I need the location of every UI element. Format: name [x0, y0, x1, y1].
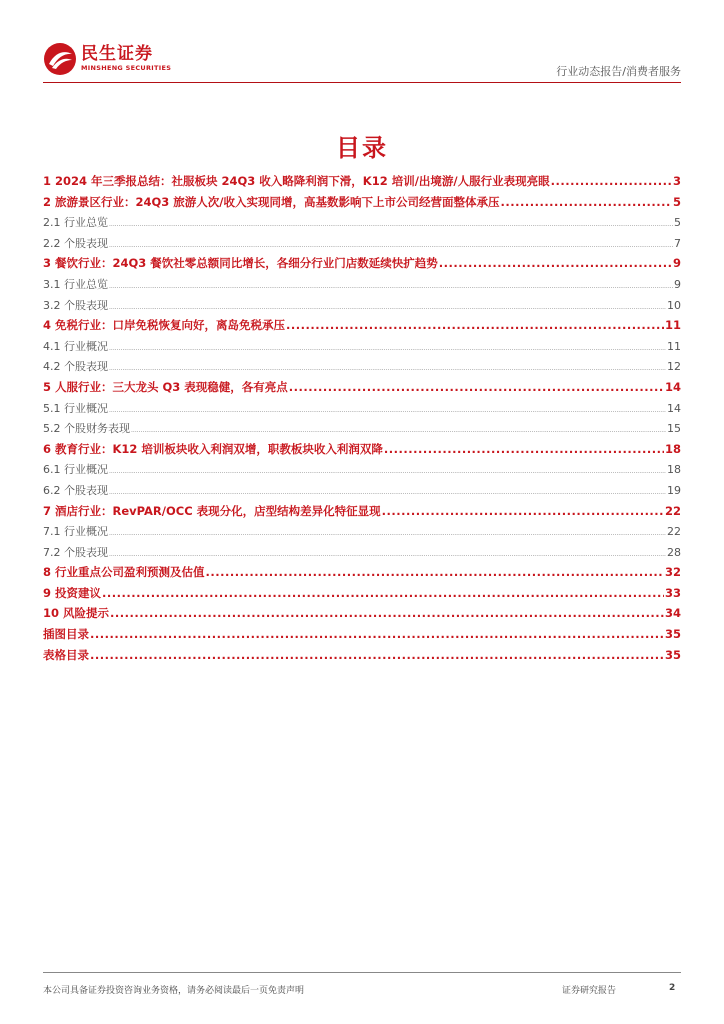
toc-entry-page: 12: [667, 360, 681, 374]
toc-entry-chapter[interactable]: [43, 194, 681, 215]
minsheng-logo-icon: [43, 42, 77, 76]
toc-leader-dots: [109, 304, 666, 311]
toc-entry-page: 11: [667, 339, 681, 353]
toc-entry-title: 2 旅游景区行业：24Q3 旅游人次/收入实现同增，高基数影响下上市公司经营面整体承压: [43, 194, 500, 209]
toc-entry-chapter[interactable]: [43, 379, 681, 400]
toc-entry-page: 10: [667, 298, 681, 312]
toc-leader-dots: [109, 489, 666, 496]
toc-entry-title: 4.1 行业概况: [43, 339, 108, 353]
toc-entry-title: 1 2024 年三季报总结：社服板块 24Q3 收入略降利润下滑，K12 培训/出境游/人服行业表现亮眼: [43, 174, 550, 188]
toc-entry-title: 4.2 个股表现: [43, 360, 108, 374]
footer-report-type: 证券研究报告: [562, 986, 617, 996]
toc-entry-title: 7.1 行业概况: [43, 525, 108, 539]
toc-entry-section[interactable]: [43, 338, 681, 359]
toc-entry-title: 表格目录: [43, 647, 89, 662]
toc-entry-title: 7 酒店行业：RevPAR/OCC 表现分化，店型结构差异化特征显现: [43, 503, 381, 518]
toc-leader-dots: [109, 530, 666, 537]
toc-entry-section[interactable]: [43, 461, 681, 482]
toc-entry-title: 3.1 行业总览: [43, 277, 108, 291]
toc-entry-page: 5: [674, 216, 681, 230]
toc-leader-dots: [102, 586, 664, 600]
toc-entry-title: 2.2 个股表现: [43, 236, 108, 250]
toc-leader-dots: [90, 648, 664, 662]
toc-leader-dots: [109, 242, 673, 249]
toc-leader-dots: [109, 468, 666, 475]
toc-entry-title: 5 人服行业：三大龙头 Q3 表现稳健，各有亮点: [43, 379, 288, 394]
toc-entry-section[interactable]: [43, 235, 681, 256]
toc-entry-section[interactable]: [43, 482, 681, 503]
toc-leader-dots: [109, 551, 666, 558]
toc-entry-chapter[interactable]: [43, 255, 681, 276]
toc-entry-section[interactable]: [43, 297, 681, 318]
toc-entry-title: 插图目录: [43, 627, 89, 642]
toc-entry-chapter[interactable]: [43, 503, 681, 524]
toc-entry-page: 22: [667, 525, 681, 539]
toc-entry-section[interactable]: [43, 358, 681, 379]
toc-entry-chapter[interactable]: [43, 441, 681, 462]
toc-entry-page: 5: [672, 194, 681, 209]
toc-entry-page: 22: [664, 503, 681, 518]
toc-title: 目录: [336, 134, 388, 162]
toc-entry-chapter[interactable]: [43, 647, 681, 668]
toc-leader-dots: [109, 283, 673, 290]
toc-entry-section[interactable]: [43, 420, 681, 441]
toc-leader-dots: [551, 174, 672, 188]
toc-entry-page: 11: [664, 318, 681, 333]
toc-entry-page: 34: [664, 606, 681, 621]
toc-entry-chapter[interactable]: [43, 605, 681, 626]
toc-leader-dots: [131, 427, 666, 434]
logo-english-name: MINSHENG SECURITIES: [81, 64, 172, 72]
toc-entry-title: 6.1 行业概况: [43, 463, 108, 477]
toc-entry-chapter[interactable]: [43, 585, 681, 606]
toc-entry-title: 7.2 个股表现: [43, 545, 108, 559]
footer-disclaimer: 本公司具备证券投资咨询业务资格，请务必阅读最后一页免责声明: [43, 986, 305, 996]
toc-entry-page: 32: [664, 565, 681, 580]
toc-entry-title: 5.1 行业概况: [43, 401, 108, 415]
logo-chinese-name: 民生证券: [81, 44, 153, 64]
toc-entry-title: 3 餐饮行业：24Q3 餐饮社零总额同比增长，各细分行业门店数延续快扩趋势: [43, 256, 438, 271]
toc-entry-page: 19: [667, 483, 681, 497]
toc-entry-chapter[interactable]: [43, 626, 681, 647]
toc-leader-dots: [439, 256, 672, 270]
toc-entry-page: 35: [664, 647, 681, 662]
toc-entry-page: 35: [664, 627, 681, 642]
toc-entry-page: 14: [667, 401, 681, 415]
toc-entry-page: 18: [664, 441, 681, 456]
header-divider: [43, 82, 681, 83]
toc-leader-dots: [109, 221, 673, 228]
page-number: 2: [669, 983, 676, 993]
toc-leader-dots: [109, 365, 666, 372]
toc-leader-dots: [110, 606, 664, 620]
toc-entry-chapter[interactable]: [43, 317, 681, 338]
toc-entry-title: 9 投资建议: [43, 585, 102, 600]
toc-leader-dots: [90, 627, 664, 641]
toc-entry-title: 6.2 个股表现: [43, 483, 108, 497]
toc-entry-section[interactable]: [43, 400, 681, 421]
toc-entry-section[interactable]: [43, 523, 681, 544]
toc-entry-title: 5.2 个股财务表现: [43, 422, 130, 436]
page-header: [43, 42, 681, 82]
toc-leader-dots: [382, 504, 664, 518]
toc-leader-dots: [289, 380, 664, 394]
toc-entry-title: 10 风险提示: [43, 606, 110, 621]
toc-entry-title: 8 行业重点公司盈利预测及估值: [43, 565, 205, 580]
toc-entry-page: 3: [672, 174, 681, 188]
toc-leader-dots: [109, 345, 666, 352]
table-of-contents: [43, 173, 681, 667]
toc-leader-dots: [109, 407, 666, 414]
toc-entry-title: 3.2 个股表现: [43, 298, 108, 312]
toc-entry-title: 6 教育行业：K12 培训板块收入利润双增，职教板块收入利润双降: [43, 441, 383, 456]
toc-leader-dots: [286, 318, 664, 332]
toc-entry-chapter[interactable]: [43, 173, 681, 194]
toc-entry-page: 15: [667, 422, 681, 436]
toc-entry-section[interactable]: [43, 214, 681, 235]
toc-entry-section[interactable]: [43, 544, 681, 565]
toc-entry-title: 2.1 行业总览: [43, 216, 108, 230]
toc-entry-page: 7: [674, 236, 681, 250]
toc-entry-chapter[interactable]: [43, 564, 681, 585]
toc-entry-page: 18: [667, 463, 681, 477]
toc-entry-page: 33: [664, 585, 681, 600]
toc-entry-page: 9: [672, 256, 681, 271]
toc-leader-dots: [501, 195, 672, 209]
company-logo: [43, 42, 171, 76]
toc-entry-title: 4 免税行业：口岸免税恢复向好，离岛免税承压: [43, 318, 286, 333]
footer-divider: [43, 972, 681, 973]
toc-entry-section[interactable]: [43, 276, 681, 297]
toc-entry-page: 9: [674, 277, 681, 291]
toc-entry-page: 14: [664, 379, 681, 394]
toc-entry-page: 28: [667, 545, 681, 559]
toc-leader-dots: [384, 442, 664, 456]
toc-leader-dots: [206, 565, 664, 579]
report-category: 行业动态报告/消费者服务: [556, 65, 681, 78]
